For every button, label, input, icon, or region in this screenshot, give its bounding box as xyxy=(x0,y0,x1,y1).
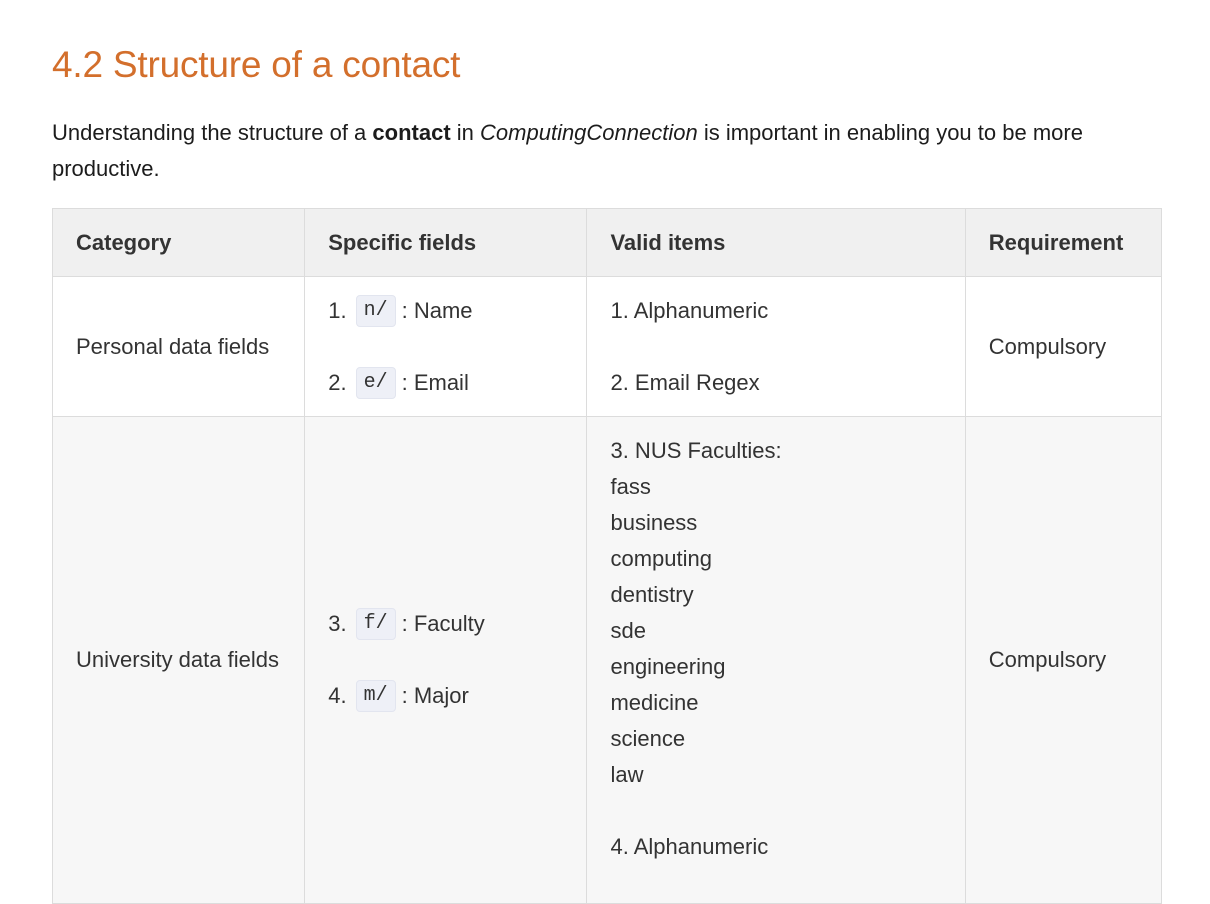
table-row xyxy=(53,277,1162,417)
valid-item: 1. Alphanumeric xyxy=(610,297,769,323)
valid-item: 2. Email Regex xyxy=(610,369,760,395)
category-cell: Personal data fields xyxy=(53,277,305,417)
valid-item: fass xyxy=(610,474,651,499)
spacer xyxy=(610,793,942,829)
intro-text-2: in xyxy=(450,120,481,145)
contact-structure-table xyxy=(52,208,1162,904)
valid-items-cell xyxy=(587,277,965,417)
field-number: 4. xyxy=(328,683,347,708)
valid-item: 3. NUS Faculties: xyxy=(610,438,782,463)
valid-item: law xyxy=(610,762,644,787)
requirement-cell: Compulsory xyxy=(965,417,1161,904)
table-header-row xyxy=(53,209,1162,277)
field-prefix-code: f/ xyxy=(356,608,396,640)
intro-italic-app-name: ComputingConnection xyxy=(480,120,698,145)
field-label: : Major xyxy=(401,683,469,708)
field-item xyxy=(328,365,564,401)
intro-paragraph xyxy=(52,115,1160,187)
field-item xyxy=(328,606,564,642)
field-prefix-code: m/ xyxy=(356,680,396,712)
intro-text-3: is important in enabling you to be more productive. xyxy=(52,120,1083,181)
field-label: : Name xyxy=(401,297,473,323)
valid-item: engineering xyxy=(610,654,726,679)
category-cell: University data fields xyxy=(53,417,305,904)
valid-item: science xyxy=(610,726,686,751)
header-specific-fields: Specific fields xyxy=(305,209,587,277)
field-item xyxy=(328,678,564,714)
field-number: 1. xyxy=(328,297,347,323)
header-valid-items: Valid items xyxy=(587,209,965,277)
field-label: : Faculty xyxy=(401,611,485,636)
table-row xyxy=(53,417,1162,904)
requirement-cell: Compulsory xyxy=(965,277,1161,417)
page xyxy=(0,0,1210,187)
field-item xyxy=(328,293,564,329)
header-category: Category xyxy=(53,209,305,277)
valid-items-cell xyxy=(587,417,965,904)
valid-item: sde xyxy=(610,618,646,643)
valid-item: computing xyxy=(610,546,712,571)
field-prefix-code: e/ xyxy=(356,367,396,399)
valid-item: medicine xyxy=(610,690,699,715)
intro-bold-contact: contact xyxy=(372,120,451,145)
field-number: 2. xyxy=(328,369,347,395)
spacer xyxy=(610,329,942,365)
fields-cell xyxy=(305,417,587,904)
field-number: 3. xyxy=(328,611,347,636)
valid-item: dentistry xyxy=(610,582,694,607)
header-requirement: Requirement xyxy=(965,209,1161,277)
valid-item: business xyxy=(610,510,698,535)
intro-text-1: Understanding the structure of a xyxy=(52,120,373,145)
field-prefix-code: n/ xyxy=(356,295,396,327)
fields-cell xyxy=(305,277,587,417)
valid-item: 4. Alphanumeric xyxy=(610,834,769,859)
section-heading: 4.2 Structure of a contact xyxy=(52,44,461,85)
field-label: : Email xyxy=(401,369,469,395)
